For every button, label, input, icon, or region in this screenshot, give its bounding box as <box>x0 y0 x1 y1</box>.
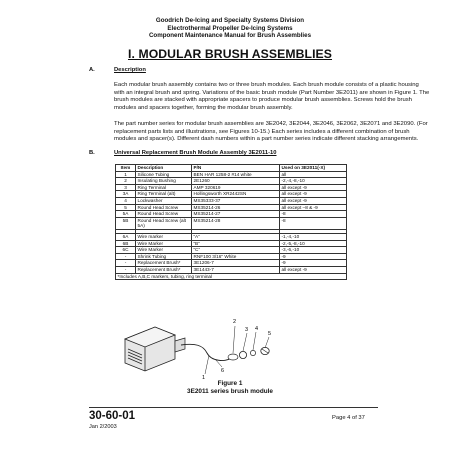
cell-used-on: -1,-4,-10 <box>280 233 347 240</box>
lockwasher <box>250 350 255 355</box>
cell-used-on: all except –8 & -9 <box>280 204 347 211</box>
table-row <box>116 184 347 191</box>
insulating-bushing <box>228 354 238 360</box>
ring-terminal <box>239 351 246 358</box>
table-row <box>116 197 347 204</box>
cell-used-on: -2,-4,-8,-10 <box>280 178 347 185</box>
table-header-row <box>116 165 347 172</box>
section-a-heading: Description <box>114 67 146 73</box>
table-row <box>116 253 347 260</box>
cell-item: 6B <box>116 240 136 247</box>
cell-used-on: -8 <box>280 217 347 229</box>
section-b-letter: B. <box>89 150 95 156</box>
table-row <box>116 260 347 267</box>
cell-pn: Hollingsworth XR2442SN <box>192 191 280 198</box>
cell-pn: RNF100 3/16" White <box>192 253 280 260</box>
cell-item: 5A <box>116 211 136 218</box>
cell-description: Round Head Screw <box>136 211 192 218</box>
table-row <box>116 211 347 218</box>
cell-item: 1 <box>116 171 136 178</box>
table-footnote-row <box>116 273 347 280</box>
cell-description: Wire Marker <box>136 240 192 247</box>
callout-6: 6 <box>221 368 225 374</box>
cell-description: Wire marker <box>136 233 192 240</box>
header-line-3: Component Maintenance Manual for Brush Assemblies <box>148 32 312 40</box>
page-title: I. MODULAR BRUSH ASSEMBLIES <box>127 47 333 61</box>
table-row <box>116 178 347 185</box>
table-row <box>116 266 347 273</box>
cell-used-on: -9 <box>280 253 347 260</box>
cell-pn: 2E1260 <box>192 178 280 185</box>
cell-pn: MS35214-26 <box>192 204 280 211</box>
footer-page-number: Page 4 of 37 <box>332 415 365 421</box>
cell-description: Replacement Brush* <box>136 266 192 273</box>
brush-module-illustration <box>115 311 295 381</box>
footer-doc-number: 30-60-01 <box>89 410 136 422</box>
cell-item: 2 <box>116 178 136 185</box>
col-header-used-on: Used on 3E2011(-X) <box>280 165 347 172</box>
cell-item: 6A <box>116 233 136 240</box>
cell-description: Ring Terminal (alt) <box>136 191 192 198</box>
cell-pn: AMP 320619 <box>192 184 280 191</box>
cell-item: - <box>116 260 136 267</box>
cell-item: 6C <box>116 247 136 254</box>
callout-4: 4 <box>255 326 259 332</box>
cell-pn: MS35214-27 <box>192 211 280 218</box>
section-b-heading: Universal Replacement Brush Module Assembly 3E2011-10 <box>114 150 277 156</box>
table-row <box>116 233 347 240</box>
cell-description: Wire Marker <box>136 247 192 254</box>
header-line-2: Electrothermal Propeller De-Icing Systems <box>167 24 293 32</box>
cell-used-on: -3,-6,-10 <box>280 247 347 254</box>
cell-used-on: -9 <box>280 260 347 267</box>
header-line-1: Goodrich De-Icing and Specialty Systems Division <box>155 17 305 24</box>
figure-caption-number: Figure 1 <box>217 380 243 387</box>
figure-caption-title: 3E2011 series brush module <box>187 388 273 395</box>
cell-used-on: all except -9 <box>280 197 347 204</box>
cell-description: Silicone Tubing <box>136 171 192 178</box>
cell-pn: “A” <box>192 233 280 240</box>
cell-description: Insulating Bushing <box>136 178 192 185</box>
round-head-screw <box>261 347 269 354</box>
cell-pn: “B” <box>192 240 280 247</box>
callout-5: 5 <box>268 331 272 337</box>
cell-item: 4 <box>116 197 136 204</box>
section-a-paragraph-2: The part number series for modular brush assemblies are 3E2042, 3E2044, 3E2046, 3E2062, 3E2071 and 3E2090. (For replacement parts lists and illustrations, see Figures 10-15.) Each series includes a different combination of brush modules and spacer(s). Different dash numbers within a part number series indicate different stacking arrangements. <box>114 121 428 142</box>
cell-description: Round Head Screw (alt 5A) <box>136 217 192 229</box>
cell-pn: 3E1206-7 <box>192 260 280 267</box>
parts-table <box>115 164 347 280</box>
table-row <box>116 217 347 229</box>
table-row <box>116 191 347 198</box>
cell-description: Round Head Screw <box>136 204 192 211</box>
col-header-pn: P/N <box>192 165 280 172</box>
cell-description: Lockwasher <box>136 197 192 204</box>
cell-used-on: -8 <box>280 211 347 218</box>
callout-1: 1 <box>202 375 206 381</box>
cell-pn: MS35333-37 <box>192 197 280 204</box>
col-header-description: Description <box>136 165 192 172</box>
cell-used-on: -2,-5,-8,-10 <box>280 240 347 247</box>
cell-description: Shrink Tubing <box>136 253 192 260</box>
cell-used-on: all except -9 <box>280 184 347 191</box>
cell-pn: 3E1443-7 <box>192 266 280 273</box>
table-row <box>116 204 347 211</box>
lead-wire <box>181 344 233 360</box>
cell-used-on: all except -9 <box>280 266 347 273</box>
table-row <box>116 171 347 178</box>
cell-item: 3A <box>116 191 136 198</box>
cell-item: - <box>116 266 136 273</box>
callout-2: 2 <box>233 319 237 325</box>
cell-pn: MS35214-28 <box>192 217 280 229</box>
col-header-item: Item <box>116 165 136 172</box>
page-header <box>60 17 400 40</box>
table-row <box>116 247 347 254</box>
cell-item: 5B <box>116 217 136 229</box>
section-a-letter: A. <box>89 67 95 73</box>
table-row <box>116 240 347 247</box>
footer-date: Jan 2/2003 <box>89 424 117 430</box>
section-a-paragraph-1: Each modular brush assembly contains two or three brush modules. Each brush module consists of a plastic housing with an integral brush and spring. Variations of the basic brush module (Part Number 3E2011) are shown in Figure 1. The brush modules are stacked with appropriate spacers to produce modular brush assemblies. Screws hold the brush modules and spacers together, forming the modular brush assembly. <box>114 82 430 111</box>
table-footnote: *Includes A,B,C markers, tubing, ring terminal <box>116 273 347 280</box>
cell-used-on: all <box>280 171 347 178</box>
footer-divider <box>89 407 378 408</box>
cell-description: Replacement Brush* <box>136 260 192 267</box>
cell-item: 5 <box>116 204 136 211</box>
cell-pn: BEN HAR 1258-2 #14 white <box>192 171 280 178</box>
cell-description: Ring Terminal <box>136 184 192 191</box>
cell-pn: “C” <box>192 247 280 254</box>
callout-3: 3 <box>245 327 249 333</box>
cell-used-on: all except -9 <box>280 191 347 198</box>
cell-item: 3 <box>116 184 136 191</box>
cell-item: - <box>116 253 136 260</box>
